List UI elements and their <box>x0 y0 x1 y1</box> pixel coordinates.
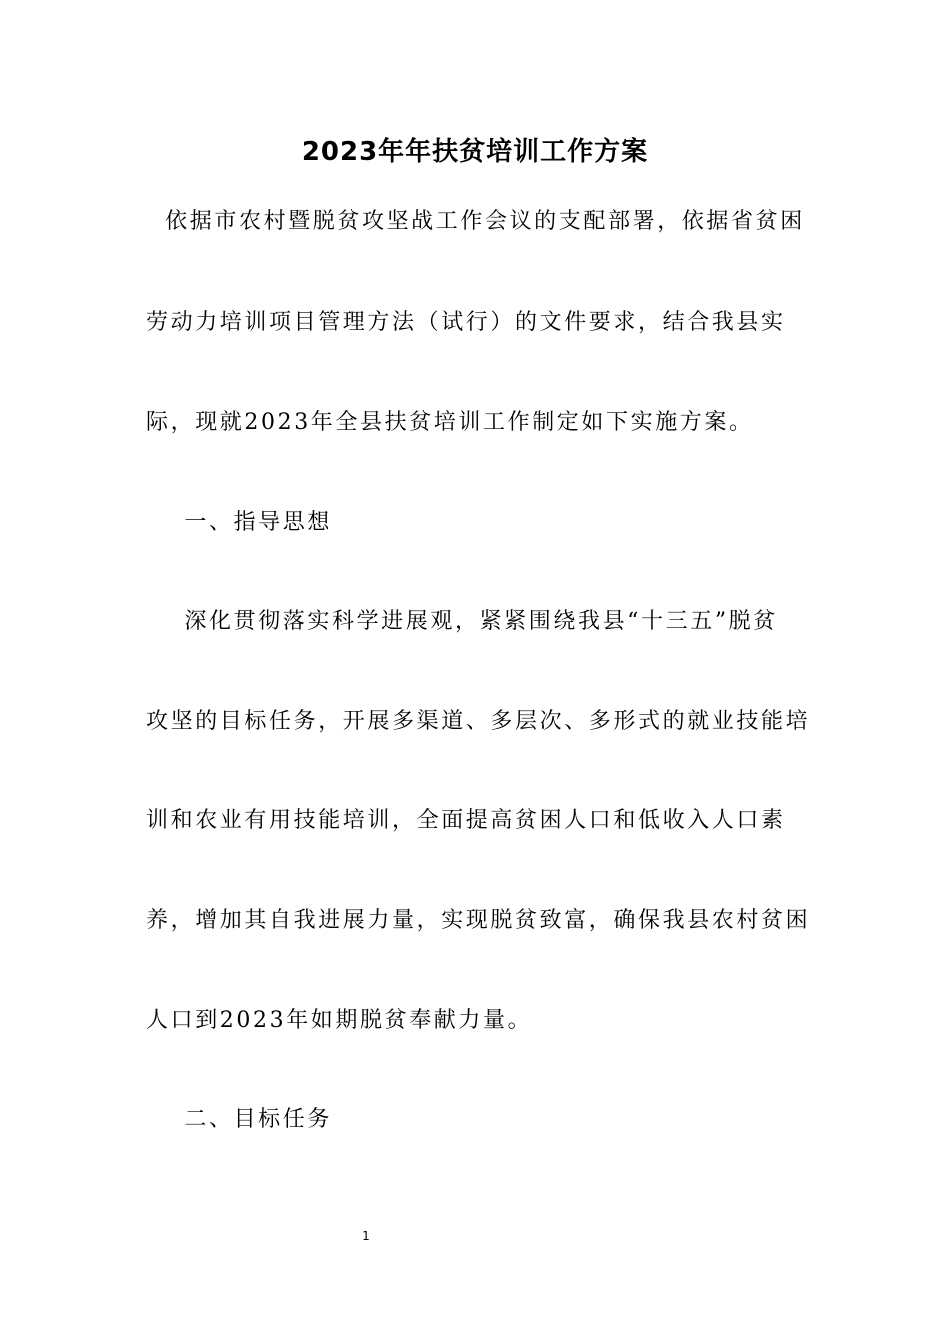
paragraph-line: 养，增加其自我进展力量，实现脱贫致富，确保我县农村贫困 <box>146 908 811 933</box>
paragraph-line: 依据市农村暨脱贫攻坚战工作会议的支配部署，依据省贫困 <box>146 209 805 234</box>
paragraph-line: 人口到2023年如期脱贫奉献力量。 <box>146 1008 533 1033</box>
paragraph-line: 深化贯彻落实科学进展观，紧紧围绕我县“十三五”脱贫 <box>146 609 778 634</box>
paragraph-line: 训和农业有用技能培训，全面提高贫困人口和低收入人口素 <box>146 808 786 833</box>
section-heading: 二、目标任务 <box>146 1107 332 1132</box>
page-number: 1 <box>362 1229 370 1243</box>
paragraph-line: 际，现就2023年全县扶贫培训工作制定如下实施方案。 <box>146 410 754 435</box>
paragraph-line: 劳动力培训项目管理方法（试行）的文件要求，结合我县实 <box>146 310 786 335</box>
section-heading: 一、指导思想 <box>146 510 332 535</box>
paragraph-line: 攻坚的目标任务，开展多渠道、多层次、多形式的就业技能培 <box>146 709 811 734</box>
document-title: 2023年年扶贫培训工作方案 <box>301 137 649 167</box>
